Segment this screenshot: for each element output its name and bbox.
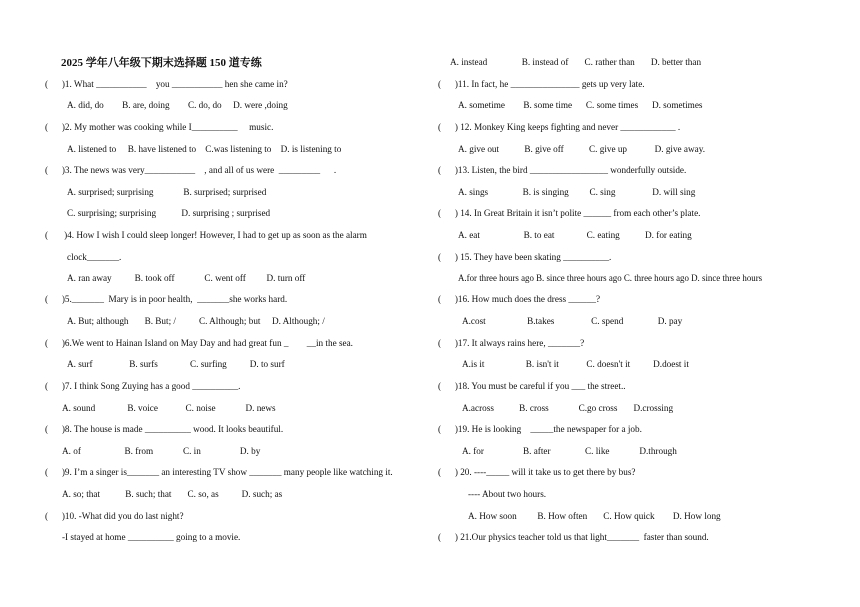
options-11: A. sometime B. some time C. some times D. sometimes: [458, 100, 703, 110]
options-7: A. sound B. voice C. noise D. news: [62, 403, 276, 413]
question-16: ( )16. How much does the dress ______?: [438, 294, 601, 304]
options-13: A. sings B. is singing C. sing D. will sing: [458, 187, 696, 197]
options-18: A.across B. cross C.go cross D.crossing: [462, 403, 674, 413]
options-10: A. instead B. instead of C. rather than D. better than: [450, 57, 702, 67]
question-6: ( )6.We went to Hainan Island on May Day and had great fun _ __in the sea.: [45, 338, 353, 348]
options-15: A.for three hours ago B. since three hours ago C. three hours ago D. since three hours: [458, 273, 763, 283]
question-3: ( )3. The news was very___________ , and all of us were _________ .: [45, 165, 337, 175]
options-16: A.cost B.takes C. spend D. pay: [462, 316, 683, 326]
options-9: A. so; that B. such; that C. so, as D. such; as: [62, 489, 283, 499]
question-20: ( ) 20. ----_____ will it take us to get there by bus?: [438, 467, 636, 477]
question-19: ( )19. He is looking _____the newspaper for a job.: [438, 424, 642, 434]
options-4: A. ran away B. took off C. went off D. turn off: [67, 273, 306, 283]
options-14: A. eat B. to eat C. eating D. for eating: [458, 230, 692, 240]
options-3b: C. surprising; surprising D. surprising ; surprised: [67, 208, 271, 218]
question-4: ( )4. How I wish I could sleep longer! However, I had to get up as soon as the alarm: [45, 230, 367, 240]
question-1: ( )1. What ___________ you ___________ hen she came in?: [45, 79, 288, 89]
question-11: ( )11. In fact, he _______________ gets up very late.: [438, 79, 645, 89]
options-6: A. surf B. surfs C. surfing D. to surf: [67, 359, 285, 369]
question-14: ( ) 14. In Great Britain it isn’t polite ______ from each other’s plate.: [438, 208, 701, 218]
question-2: ( )2. My mother was cooking while I__________ music.: [45, 122, 274, 132]
options-8: A. of B. from C. in D. by: [62, 446, 261, 456]
question-15: ( ) 15. They have been skating __________.: [438, 252, 612, 262]
question-10-answer-line: -I stayed at home __________ going to a movie.: [62, 532, 241, 542]
page-title: 2025 学年八年级下期末选择题 150 道专练: [61, 57, 262, 69]
question-7: ( )7. I think Song Zuying has a good __________.: [45, 381, 241, 391]
question-21: ( ) 21.Our physics teacher told us that light_______ faster than sound.: [438, 532, 709, 542]
options-17: A.is it B. isn't it C. doesn't it D.doest it: [462, 359, 689, 369]
options-20: A. How soon B. How often C. How quick D. How long: [468, 511, 721, 521]
question-17: ( )17. It always rains here, _______?: [438, 338, 585, 348]
question-10: ( )10. -What did you do last night?: [45, 511, 184, 521]
options-2: A. listened to B. have listened to C.was listening to D. is listening to: [67, 144, 342, 154]
question-5: ( )5._______ Mary is in poor health, _______she works hard.: [45, 294, 288, 304]
options-1: A. did, do B. are, doing C. do, do D. were ,doing: [67, 100, 288, 110]
question-18: ( )18. You must be careful if you ___ the street..: [438, 381, 626, 391]
question-20-reply: ---- About two hours.: [468, 489, 547, 499]
question-13: ( )13. Listen, the bird _________________ wonderfully outside.: [438, 165, 687, 175]
question-8: ( )8. The house is made __________ wood. It looks beautiful.: [45, 424, 284, 434]
options-5: A. But; although B. But; / C. Although; but D. Although; /: [67, 316, 325, 326]
options-19: A. for B. after C. like D.through: [462, 446, 677, 456]
question-12: ( ) 12. Monkey King keeps fighting and never ____________ .: [438, 122, 681, 132]
options-3a: A. surprised; surprising B. surprised; surprised: [67, 187, 267, 197]
question-9: ( )9. I’m a singer is_______ an interesting TV show _______ many people like watching it.: [45, 467, 393, 477]
question-4-cont: clock_______.: [67, 252, 122, 262]
options-12: A. give out B. give off C. give up D. give away.: [458, 144, 706, 154]
